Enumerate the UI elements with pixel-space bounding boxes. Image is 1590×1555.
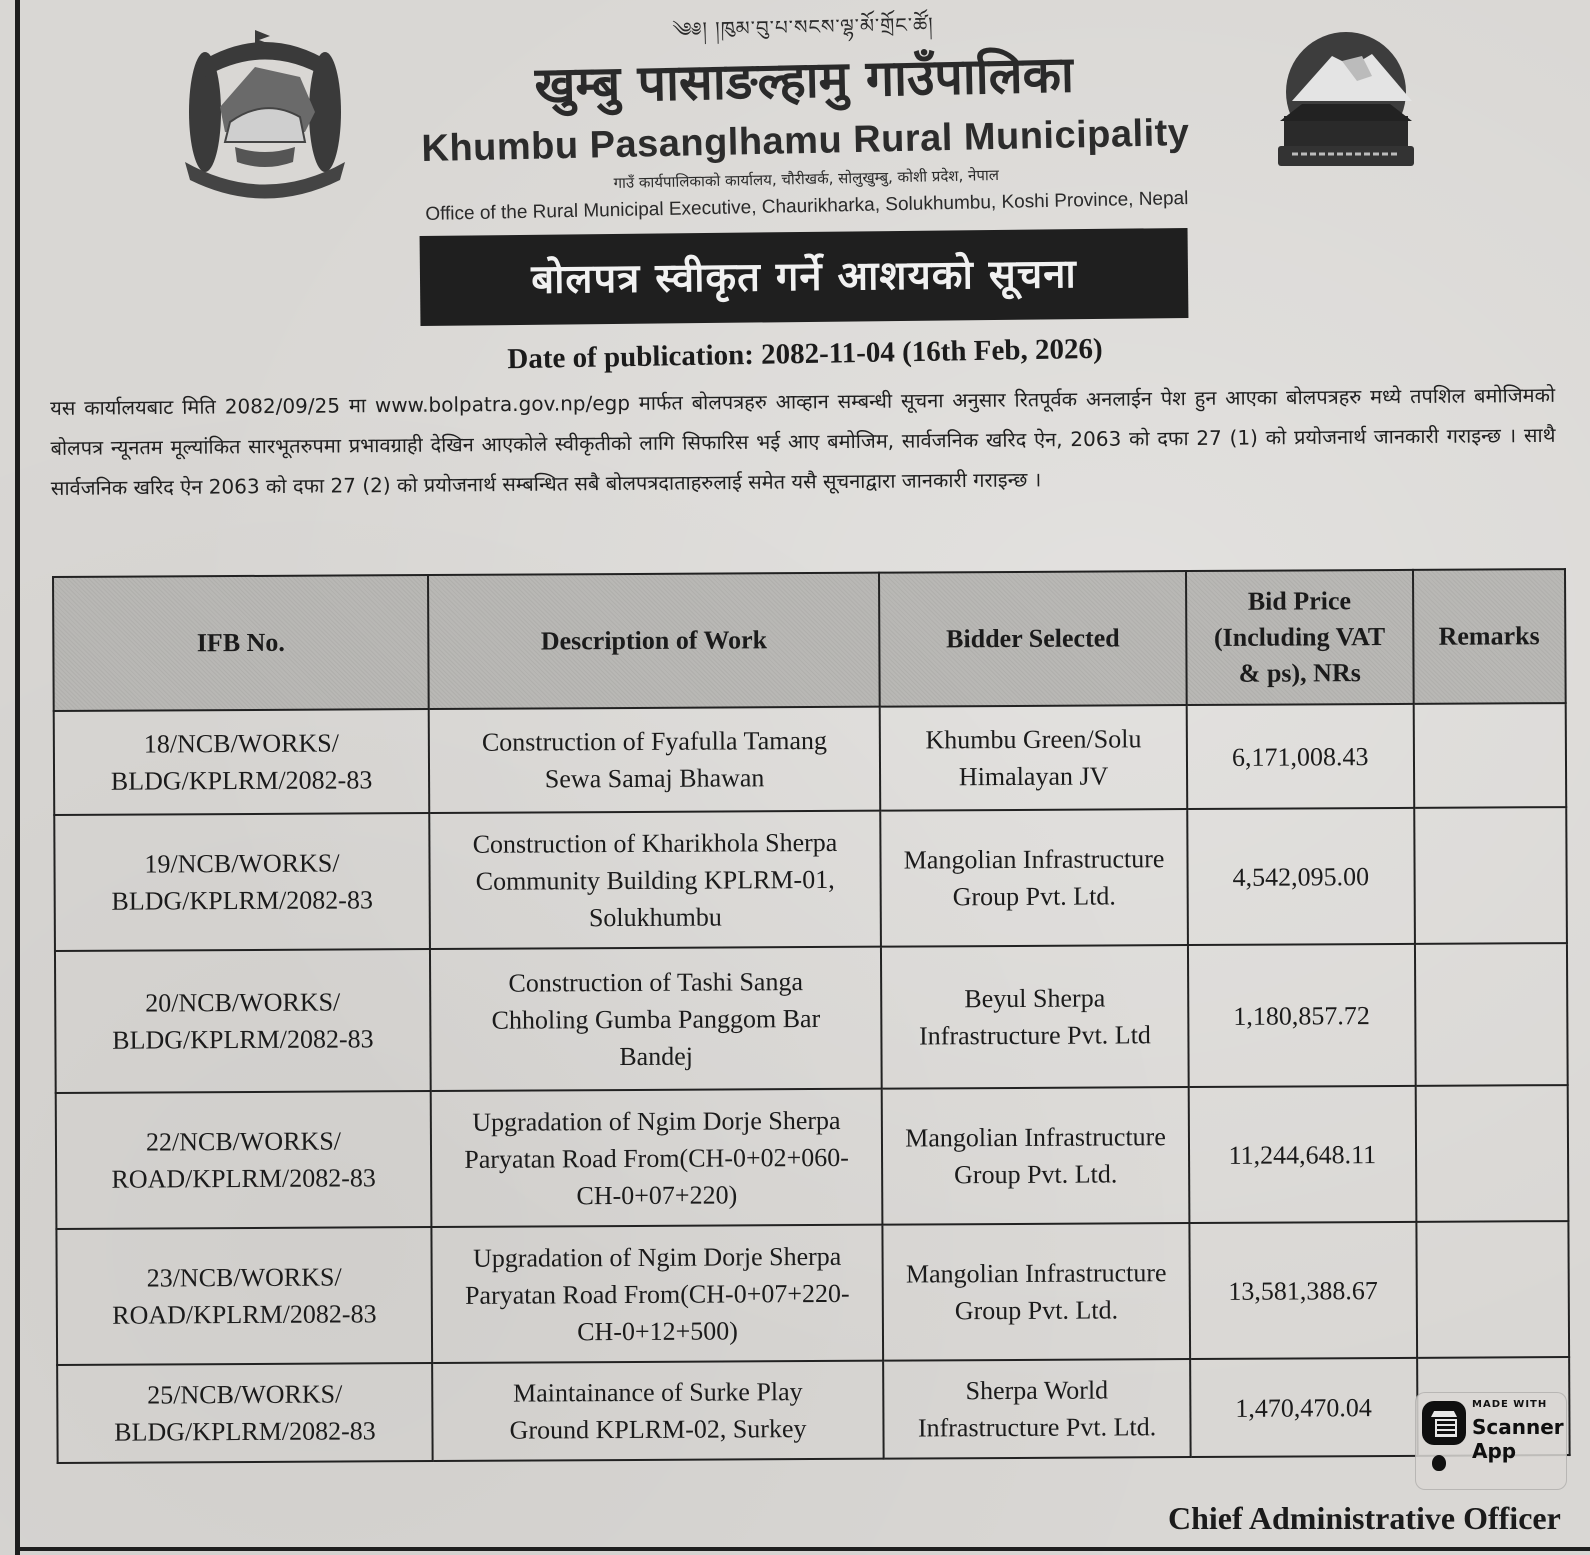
header-bidder-selected: Bidder Selected [879, 571, 1186, 707]
bid-price-cell: 1,180,857.72 [1188, 944, 1415, 1087]
description-cell: Construction of Kharikhola Sherpa Community Building KPLRM-01, Solukhumbu [429, 811, 881, 949]
table-row [55, 943, 1568, 1093]
ifb-no-line1: 20/NCB/WORKS/ [145, 987, 341, 1018]
header-bid-price-line3: & ps), NRs [1238, 658, 1361, 688]
ifb-no-line2: ROAD/KPLRM/2082-83 [111, 1163, 376, 1194]
header-bid-price-line2: (Including VAT [1213, 622, 1386, 652]
description-cell: Construction of Tashi Sanga Chholing Gumba Panggom Bar Bandej [430, 947, 882, 1091]
ifb-no-cell [54, 813, 430, 951]
ifb-no-line1: 19/NCB/WORKS/ [144, 848, 340, 879]
ifb-no-cell [54, 709, 430, 815]
remarks-cell [1414, 807, 1567, 944]
bid-price-cell: 11,244,648.11 [1189, 1086, 1416, 1223]
ifb-no-line2: ROAD/KPLRM/2082-83 [112, 1299, 377, 1330]
notice-banner [420, 228, 1189, 326]
notice-title: बोलपत्र स्वीकृत गर्ने आशयको सूचना [530, 251, 1078, 303]
bid-acceptance-table [52, 568, 1571, 1464]
ifb-no-line1: 22/NCB/WORKS/ [145, 1126, 342, 1157]
municipality-title-nepali: खुम्बु पासाङल्हामु गाउँपालिका [533, 45, 1075, 115]
ifb-no-cell [57, 1363, 432, 1463]
ifb-no-line1: 25/NCB/WORKS/ [147, 1379, 343, 1410]
municipality-title-english: Khumbu Pasanglhamu Rural Municipality [421, 111, 1190, 171]
watermark-made-with: MADE WITH [1472, 1399, 1548, 1410]
bidder-cell: Mangolian Infrastructure Group Pvt. Ltd. [880, 809, 1188, 947]
table-header-row [53, 569, 1566, 711]
ifb-no-line1: 18/NCB/WORKS/ [143, 728, 339, 759]
table-row [56, 1085, 1569, 1229]
bid-price-cell: 1,470,470.04 [1190, 1358, 1417, 1457]
nepal-emblem-icon [175, 22, 355, 202]
bidder-cell: Khumbu Green/Solu Himalayan JV [880, 705, 1187, 811]
table-row [56, 1221, 1569, 1365]
scanner-app-icon [1422, 1401, 1466, 1445]
header-ifb-no: IFB No. [53, 575, 429, 711]
bidder-cell: Beyul Sherpa Infrastructure Pvt. Ltd [881, 945, 1189, 1089]
description-cell: Upgradation of Ngim Dorje Sherpa Paryatan Road From(CH-0+02+060-CH-0+07+220) [431, 1089, 883, 1227]
masthead [378, 3, 1232, 233]
bottom-border-rule [15, 1547, 1590, 1551]
header-description: Description of Work [428, 573, 880, 709]
description-cell: Upgradation of Ngim Dorje Sherpa Paryatan Road From(CH-0+07+220-CH-0+12+500) [431, 1225, 883, 1363]
bid-price-cell: 6,171,008.43 [1187, 704, 1414, 809]
remarks-cell [1413, 703, 1566, 808]
ifb-no-line2: BLDG/KPLRM/2082-83 [111, 885, 373, 916]
ifb-no-cell [56, 1227, 432, 1365]
scanner-app-watermark [1415, 1392, 1567, 1490]
watermark-app-name: Scanner App [1472, 1415, 1564, 1463]
table-row [54, 807, 1567, 951]
publication-date: Date of publication: 2082-11-04 (16th Feb, 2026) [507, 332, 1103, 376]
municipality-seal-icon [1262, 26, 1430, 176]
ifb-no-line2: BLDG/KPLRM/2082-83 [114, 1416, 376, 1447]
office-address-nepali: गाउँ कार्यपालिकाको कार्यालय, चौरीखर्क, सोलुखुम्बु, कोशी प्रदेश, नेपाल [613, 165, 1000, 193]
table-row [54, 703, 1567, 815]
remarks-cell [1415, 943, 1568, 1086]
bid-price-cell: 13,581,388.67 [1189, 1222, 1416, 1359]
bidder-cell: Mangolian Infrastructure Group Pvt. Ltd. [883, 1223, 1191, 1361]
notice-body-paragraph: यस कार्यालयबाट मिति 2082/09/25 मा www.bolpatra.gov.np/egp मार्फत बोलपत्रहरु आव्हान सम्बन्धी सूचना अनुसार रितपूर्वक अनलाईन पेश हुन आएका बोलपत्रहरु मध्ये तपशिल बमोजिमको बोलपत्र न्यूनतम मूल्यांकित सारभूतरुपमा प्रभावग्राही देखिन आएकोले स्वीकृतीको लागि सिफारिस भई आए बमोजिम, सार्वजनिक खरिद ऐन, 2063 को दफा 27 (1) को प्रयोजनार्थ जानकारी गराइन्छ । साथै सार्वजनिक खरिद ऐन 2063 को दफा 27 (2) को प्रयोजनार्थ सम्बन्धित सबै बोलपत्रदाताहरुलाई समेत यसै सूचनाद्वारा जानकारी गराइन्छ । [50, 382, 1556, 500]
description-cell: Maintainance of Surke Play Ground KPLRM-02, Surkey [432, 1361, 884, 1461]
bid-price-cell: 4,542,095.00 [1187, 808, 1414, 945]
bidder-cell: Sherpa World Infrastructure Pvt. Ltd. [883, 1359, 1190, 1459]
ifb-no-line1: 23/NCB/WORKS/ [146, 1262, 342, 1293]
remarks-cell [1415, 1085, 1568, 1222]
ifb-no-cell [55, 949, 431, 1093]
ifb-no-line2: BLDG/KPLRM/2082-83 [112, 1024, 374, 1055]
ifb-no-line2: BLDG/KPLRM/2082-83 [110, 765, 373, 796]
ifb-no-cell [56, 1091, 432, 1229]
office-address-english: Office of the Rural Municipal Executive, Chaurikharka, Solukhumbu, Koshi Province, Nepal [425, 187, 1189, 225]
description-cell: Construction of Fyafulla Tamang Sewa Samaj Bhawan [429, 707, 881, 813]
signatory-title: Chief Administrative Officer [1168, 1500, 1561, 1536]
column-divider-rule [15, 0, 20, 1555]
remarks-cell [1416, 1221, 1569, 1358]
header-bid-price-line1: Bid Price [1247, 586, 1352, 616]
header-bid-price [1186, 570, 1413, 705]
table-row [57, 1357, 1569, 1463]
apple-icon [1432, 1455, 1446, 1471]
tibetan-motto: ༄༅། །ཁུམ་བུ་པ་སངས་ལྷ་མོ་གྲོང་ཚོ། [672, 12, 934, 42]
bidder-cell: Mangolian Infrastructure Group Pvt. Ltd. [882, 1087, 1190, 1225]
header-remarks: Remarks [1413, 569, 1566, 704]
